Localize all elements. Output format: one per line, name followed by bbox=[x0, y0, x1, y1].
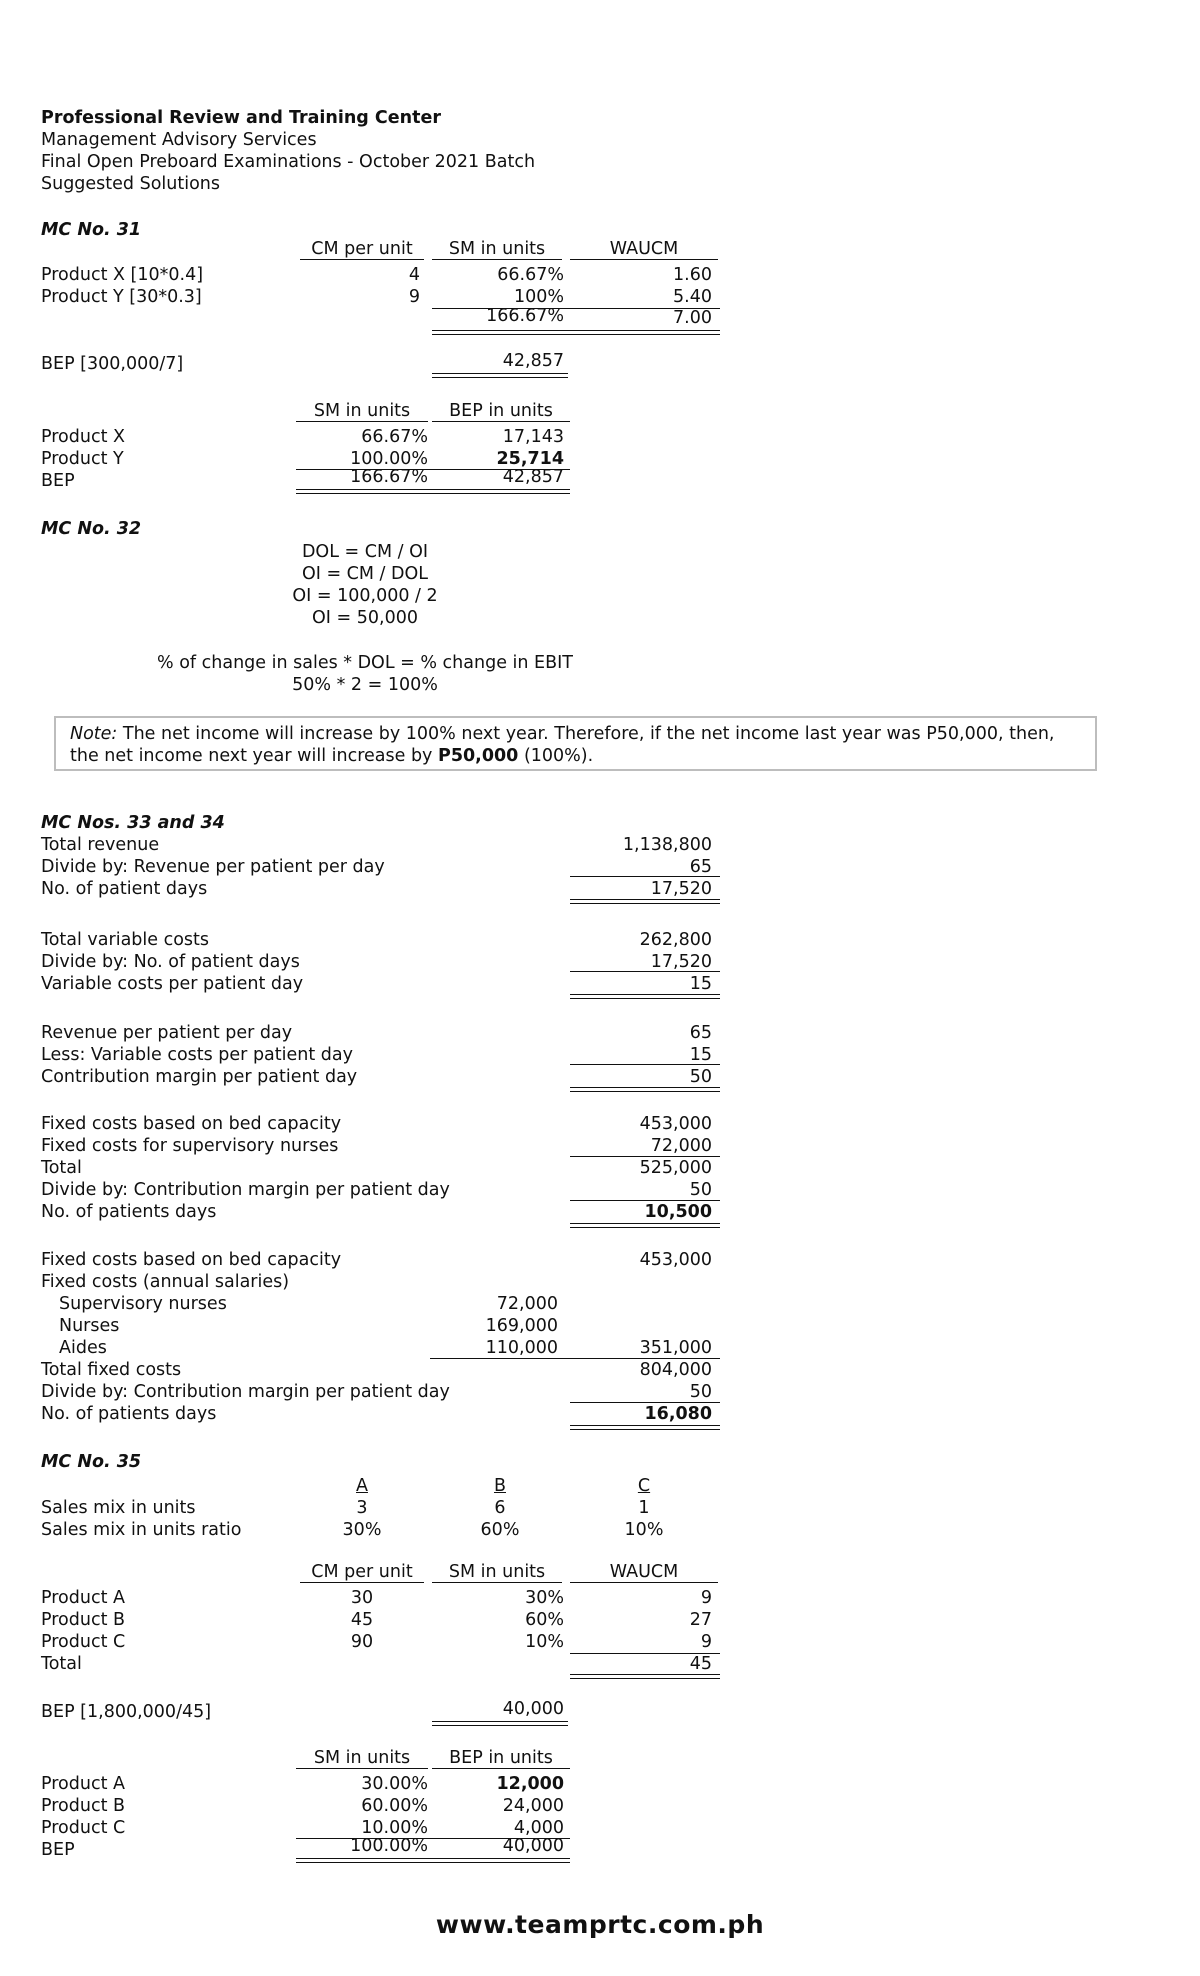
row-label: Divide by: Contribution margin per patient day bbox=[41, 1180, 450, 1200]
cell: 453,000 bbox=[639, 1114, 712, 1134]
row-label: Total bbox=[41, 1158, 82, 1178]
row-label: Total revenue bbox=[41, 835, 160, 855]
row-label: Product B bbox=[41, 1610, 126, 1630]
cell: 110,000 bbox=[485, 1338, 558, 1358]
cell: 10% bbox=[624, 1520, 664, 1540]
mc31-title: MC No. 31 bbox=[41, 220, 142, 240]
cell: 5.40 bbox=[673, 287, 712, 307]
row-label: Variable costs per patient day bbox=[41, 974, 304, 994]
row-label: Divide by: Contribution margin per patient day bbox=[41, 1382, 450, 1402]
row-label: Sales mix in units ratio bbox=[41, 1520, 242, 1540]
cell: 3 bbox=[356, 1498, 368, 1518]
cell: 1 bbox=[638, 1498, 650, 1518]
col-header: SM in units bbox=[448, 239, 546, 259]
col-header: CM per unit bbox=[311, 239, 413, 259]
org-name: Professional Review and Training Center bbox=[41, 108, 441, 128]
cell: 10% bbox=[525, 1632, 564, 1652]
cell: 9 bbox=[700, 1632, 712, 1652]
note-text: The net income will increase by 100% next year. Therefore, if the net income last year was P50,000, then, the net income next year will increase by bbox=[70, 724, 1055, 766]
row-label: Contribution margin per patient day bbox=[41, 1067, 358, 1087]
row-label: Supervisory nurses bbox=[59, 1294, 227, 1314]
row-label: Nurses bbox=[59, 1316, 120, 1336]
row-label: Sales mix in units bbox=[41, 1498, 196, 1518]
cell: 65 bbox=[689, 1023, 712, 1043]
col-header: BEP in units bbox=[449, 401, 553, 421]
cell: 100.00% bbox=[350, 449, 428, 469]
note-bold: P50,000 bbox=[438, 746, 519, 766]
cell: 804,000 bbox=[639, 1360, 712, 1380]
col-header: SM in units bbox=[313, 1748, 411, 1768]
row-label: Product C bbox=[41, 1632, 126, 1652]
cell: 60% bbox=[525, 1610, 564, 1630]
cell: 16,080 bbox=[644, 1404, 712, 1424]
exam-name: Final Open Preboard Examinations - October 2021 Batch bbox=[41, 152, 536, 172]
total-cell: 42,857 bbox=[502, 467, 564, 487]
row-label: Fixed costs for supervisory nurses bbox=[41, 1136, 339, 1156]
row-label: No. of patient days bbox=[41, 879, 208, 899]
row-label: No. of patients days bbox=[41, 1202, 217, 1222]
col-header: C bbox=[637, 1476, 651, 1496]
cell: 351,000 bbox=[639, 1338, 712, 1358]
note-box bbox=[54, 716, 1097, 771]
row-label: Product Y [30*0.3] bbox=[41, 287, 202, 307]
doc-title: Suggested Solutions bbox=[41, 174, 221, 194]
mc35-title: MC No. 35 bbox=[41, 1452, 142, 1472]
cell: 50 bbox=[689, 1180, 712, 1200]
cell: 9 bbox=[408, 287, 420, 307]
row-label: Product X bbox=[41, 427, 125, 447]
cell: 15 bbox=[689, 974, 712, 994]
mc32-title: MC No. 32 bbox=[41, 519, 142, 539]
row-label: Product Y bbox=[41, 449, 124, 469]
cell: 453,000 bbox=[639, 1250, 712, 1270]
cell: 17,520 bbox=[650, 879, 712, 899]
cell: 72,000 bbox=[650, 1136, 712, 1156]
row-label: Fixed costs based on bed capacity bbox=[41, 1114, 342, 1134]
formula-line: OI = 100,000 / 2 bbox=[292, 586, 438, 606]
cell: 30 bbox=[350, 1588, 374, 1608]
col-header: WAUCM bbox=[609, 1562, 679, 1582]
cell: 50 bbox=[689, 1067, 712, 1087]
row-label: Total variable costs bbox=[41, 930, 210, 950]
cell: 60.00% bbox=[361, 1796, 428, 1816]
row-label: BEP bbox=[41, 1840, 75, 1860]
total-cell: 40,000 bbox=[502, 1836, 564, 1856]
row-label: Product X [10*0.4] bbox=[41, 265, 204, 285]
cell: 169,000 bbox=[485, 1316, 558, 1336]
cell: 65 bbox=[689, 857, 712, 877]
cell: 24,000 bbox=[502, 1796, 564, 1816]
col-header: B bbox=[493, 1476, 506, 1496]
cell: 4 bbox=[408, 265, 420, 285]
cell: 12,000 bbox=[496, 1774, 564, 1794]
cell: 30.00% bbox=[361, 1774, 428, 1794]
col-header: CM per unit bbox=[311, 1562, 413, 1582]
cell: 72,000 bbox=[496, 1294, 558, 1314]
cell: 17,520 bbox=[650, 952, 712, 972]
bep-value: 40,000 bbox=[502, 1699, 564, 1719]
bep-value: 42,857 bbox=[502, 351, 564, 371]
cell: 6 bbox=[494, 1498, 506, 1518]
cell: 262,800 bbox=[639, 930, 712, 950]
total-cell: 45 bbox=[689, 1654, 712, 1674]
cell: 10,500 bbox=[644, 1202, 712, 1222]
cell: 30% bbox=[525, 1588, 564, 1608]
col-header: A bbox=[356, 1476, 368, 1496]
row-label: Fixed costs (annual salaries) bbox=[41, 1272, 290, 1292]
cell: 45 bbox=[350, 1610, 374, 1630]
note-end: (100%). bbox=[523, 746, 594, 766]
col-header: SM in units bbox=[448, 1562, 546, 1582]
cell: 50 bbox=[689, 1382, 712, 1402]
cell: 100% bbox=[513, 287, 564, 307]
cell: 10.00% bbox=[361, 1818, 428, 1838]
cell: 1.60 bbox=[673, 265, 712, 285]
cell: 15 bbox=[689, 1045, 712, 1065]
total-cell: 100.00% bbox=[350, 1836, 428, 1856]
row-label: Revenue per patient per day bbox=[41, 1023, 293, 1043]
row-label: Product B bbox=[41, 1796, 126, 1816]
row-label: Divide by: No. of patient days bbox=[41, 952, 300, 972]
row-label: No. of patients days bbox=[41, 1404, 217, 1424]
row-label: Product A bbox=[41, 1774, 125, 1794]
cell: 1,138,800 bbox=[622, 835, 712, 855]
dol-formula: % of change in sales * DOL = % change in EBIT bbox=[157, 653, 573, 673]
subject: Management Advisory Services bbox=[41, 130, 317, 150]
total-cell: 166.67% bbox=[350, 467, 428, 487]
bep-label: BEP [300,000/7] bbox=[41, 354, 184, 374]
mc3334-title: MC Nos. 33 and 34 bbox=[41, 813, 225, 833]
footer-url[interactable]: www.teamprtc.com.ph bbox=[435, 1910, 765, 1939]
row-label: Product C bbox=[41, 1818, 126, 1838]
cell: 66.67% bbox=[497, 265, 564, 285]
row-label: Less: Variable costs per patient day bbox=[41, 1045, 353, 1065]
row-label: Product A bbox=[41, 1588, 125, 1608]
cell: 60% bbox=[480, 1520, 520, 1540]
cell: 66.67% bbox=[361, 427, 428, 447]
cell: 30% bbox=[342, 1520, 382, 1540]
total-cell: 166.67% bbox=[486, 306, 564, 326]
col-header: BEP in units bbox=[449, 1748, 553, 1768]
cell: 25,714 bbox=[496, 449, 564, 469]
row-label: Divide by: Revenue per patient per day bbox=[41, 857, 385, 877]
col-header: SM in units bbox=[313, 401, 411, 421]
cell: 17,143 bbox=[502, 427, 564, 447]
cell: 525,000 bbox=[639, 1158, 712, 1178]
row-label: Total bbox=[41, 1654, 82, 1674]
formula-line: DOL = CM / OI bbox=[301, 542, 429, 562]
row-label: Fixed costs based on bed capacity bbox=[41, 1250, 342, 1270]
formula-line: OI = CM / DOL bbox=[301, 564, 429, 584]
bep-label: BEP [1,800,000/45] bbox=[41, 1702, 212, 1722]
cell: 27 bbox=[689, 1610, 712, 1630]
col-header: WAUCM bbox=[609, 239, 679, 259]
row-label: BEP bbox=[41, 471, 75, 491]
note-label: Note: bbox=[70, 724, 118, 744]
row-label: Aides bbox=[59, 1338, 107, 1358]
cell: 9 bbox=[700, 1588, 712, 1608]
cell: 4,000 bbox=[513, 1818, 564, 1838]
cell: 90 bbox=[350, 1632, 374, 1652]
dol-result: 50% * 2 = 100% bbox=[292, 675, 438, 695]
total-cell: 7.00 bbox=[673, 308, 712, 328]
row-label: Total fixed costs bbox=[41, 1360, 182, 1380]
formula-line: OI = 50,000 bbox=[312, 608, 418, 628]
